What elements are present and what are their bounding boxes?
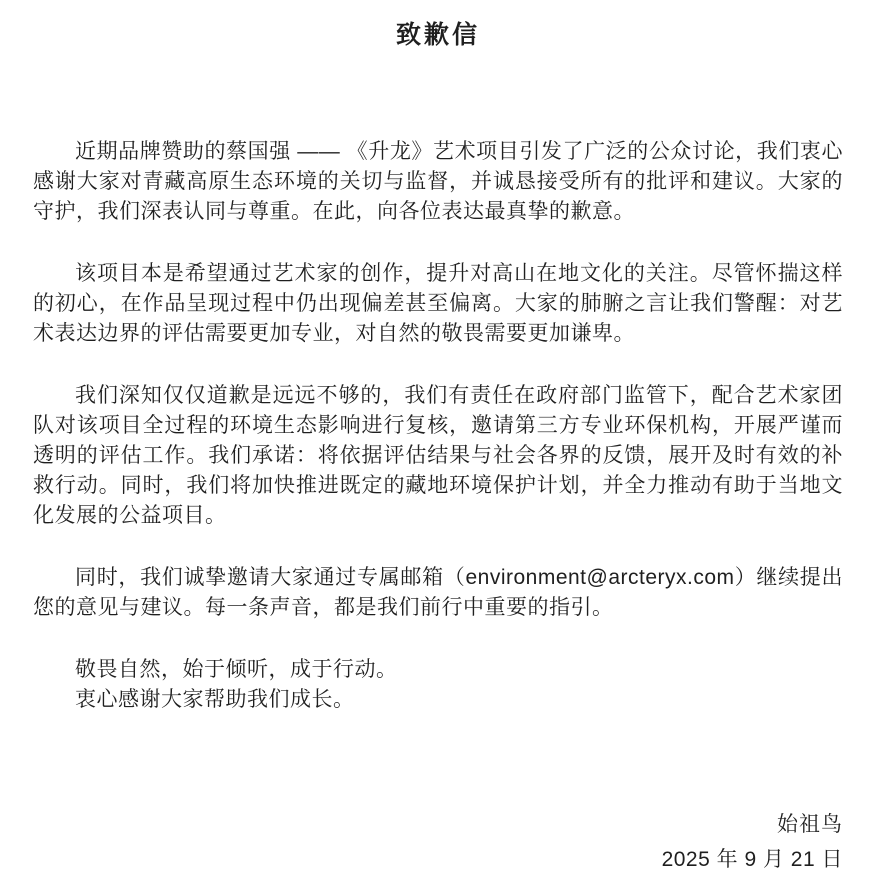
letter-paragraph-3: 我们深知仅仅道歉是远远不够的，我们有责任在政府部门监管下，配合艺术家团队对该项目全过程的环境生态影响进行复核，邀请第三方专业环保机构，开展严谨而透明的评估工作。我们承诺：将依据评估结果与社会各界的反馈，展开及时有效的补救行动。同时，我们将加快推进既定的藏地环境保护计划，并全力推动有助于当地文化发展的公益项目。 [33, 384, 843, 527]
signature-brand-name: 始祖鸟 [777, 813, 843, 836]
letter-paragraph-2: 该项目本是希望通过艺术家的创作，提升对高山在地文化的关注。尽管怀揣这样的初心，在作品呈现过程中仍出现偏差甚至偏离。大家的肺腑之言让我们警醒：对艺术表达边界的评估需要更加专业，对自然的敬畏需要更加谦卑。 [33, 262, 843, 345]
signature-date: 2025 年 9 月 21 日 [661, 848, 843, 871]
signature-block [33, 810, 843, 875]
letter-paragraph-1: 近期品牌赞助的蔡国强 —— 《升龙》艺术项目引发了广泛的公众讨论，我们衷心感谢大家对青藏高原生态环境的关切与监督，并诚恳接受所有的批评和建议。大家的守护，我们深表认同与尊重。在此，向各位表达最真挚的歉意。 [33, 140, 843, 223]
page-title: 致歉信 [395, 21, 480, 49]
closing-block [33, 655, 843, 715]
closing-line-2: 衷心感谢大家帮助我们成长。 [75, 688, 355, 711]
closing-line-1: 敬畏自然，始于倾听，成于行动。 [75, 658, 398, 681]
letter-paragraph-4-contact-email: 同时，我们诚挚邀请大家通过专属邮箱（environment@arcteryx.com）继续提出您的意见与建议。每一条声音，都是我们前行中重要的指引。 [33, 566, 843, 619]
letter-body [33, 137, 843, 875]
